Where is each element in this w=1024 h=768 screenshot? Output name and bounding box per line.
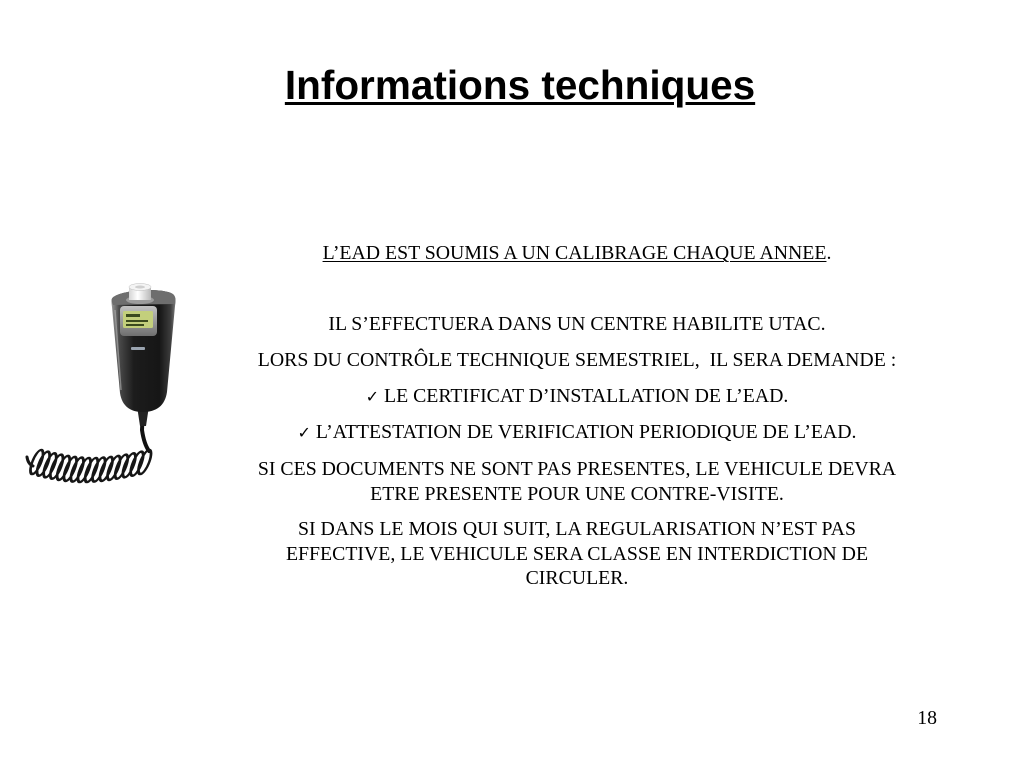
check-icon: ✓	[297, 423, 311, 443]
brand-logo	[131, 347, 145, 350]
checklist-item-certificate	[247, 384, 907, 410]
breathalyzer-icon	[25, 280, 185, 490]
checklist-item-text: L’ATTESTATION DE VERIFICATION PERIODIQUE DE L’EAD.	[315, 421, 857, 444]
body-text	[247, 241, 907, 602]
device-body	[111, 284, 175, 427]
check-icon: ✓	[365, 386, 380, 406]
regularisation-note: SI DANS LE MOIS QUI SUIT, LA REGULARISATION N’EST PAS EFFECTIVE, LE VEHICULE SERA CLASSE EN INTERDICTION DE CIRCULER.	[285, 518, 869, 590]
lcd-line	[126, 314, 140, 317]
utac-center-note: IL S’EFFECTUERA DANS UN CENTRE HABILITE UTAC.	[328, 313, 826, 336]
mouthpiece-hole	[135, 286, 145, 289]
calibration-note-period: .	[826, 242, 832, 264]
page-number: 18	[917, 707, 937, 729]
lcd-line	[126, 320, 148, 322]
missing-documents-note: SI CES DOCUMENTS NE SONT PAS PRESENTES, LE VEHICULE DEVRA ETRE PRESENTE POUR UNE CONTRE-VISITE.	[257, 458, 897, 505]
checklist-item-text: LE CERTIFICAT D’INSTALLATION DE L’EAD.	[384, 384, 789, 407]
slide-title: Informations techniques	[284, 62, 756, 108]
inspection-note: LORS DU CONTRÔLE TECHNIQUE SEMESTRIEL, IL SERA DEMANDE :	[257, 349, 897, 372]
calibration-note	[247, 241, 907, 266]
calibration-note-text: L’EAD EST SOUMIS A UN CALIBRAGE CHAQUE ANNEE	[322, 242, 827, 264]
checklist-item-attestation	[247, 420, 907, 446]
lcd-line	[126, 324, 144, 326]
coiled-cable	[25, 408, 154, 482]
cable-coil	[25, 450, 154, 482]
